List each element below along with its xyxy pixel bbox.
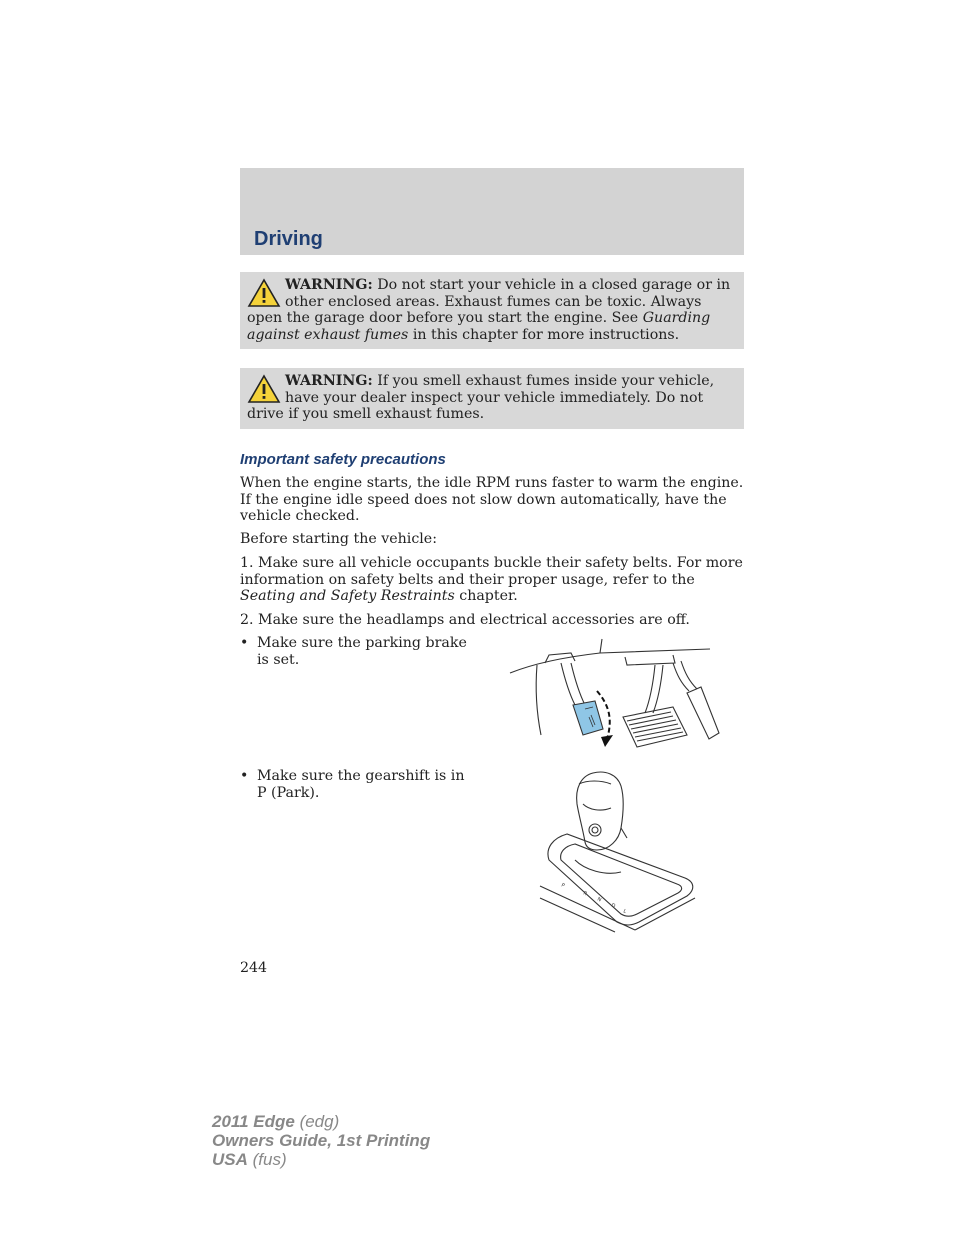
pedals-illustration — [505, 635, 725, 750]
footer-model-code: (edg) — [294, 1112, 340, 1131]
warning-text: If you smell exhaust fumes inside your vehicle, have your dealer inspect your vehicle immediately. Do not drive if you smell exhaust fumes. — [247, 373, 715, 423]
paragraph-idle-rpm: When the engine starts, the idle RPM runs faster to warm the engine. If the engine idle speed does not slow down automatically, have the vehicle checked. — [240, 475, 744, 524]
warning-text-end: in this chapter for more instructions. — [408, 326, 680, 343]
step-1-reference: Seating and Safety Restraints — [240, 588, 455, 604]
footer-line-3 — [212, 1150, 430, 1169]
gear-letter-p: P — [560, 882, 566, 890]
warning-text: Do not start your vehicle in a closed garage or in other enclosed areas. Exhaust fumes can be toxic. Always open the garage door before you start the engine. See — [247, 277, 731, 327]
page-number: 244 — [240, 960, 268, 976]
bullet-marker: • — [240, 768, 249, 784]
bullet-marker: • — [240, 635, 249, 651]
bullet-parking-brake — [240, 635, 475, 668]
footer-line-2 — [212, 1131, 430, 1150]
bullet-gearshift — [240, 768, 475, 801]
footer-model: 2011 Edge — [212, 1112, 295, 1131]
section-heading: Important safety precautions — [240, 451, 446, 468]
gear-letter-d: D — [610, 902, 617, 910]
warning-triangle-icon — [247, 373, 281, 405]
bullet-text: Make sure the gearshift is in P (Park). — [257, 768, 465, 801]
footer-line-1 — [212, 1112, 430, 1131]
warning-label: WARNING: — [285, 277, 373, 293]
step-1-text: 1. Make sure all vehicle occupants buckle their safety belts. For more information on safety belts and their proper usage, refer to the — [240, 555, 743, 588]
gear-letter-l: L — [622, 908, 628, 915]
paragraph-before-starting: Before starting the vehicle: — [240, 531, 437, 547]
gear-letter-r: R — [582, 890, 588, 898]
footer-market-code: (fus) — [247, 1150, 287, 1169]
document-footer — [212, 1112, 430, 1169]
gear-letter-n: N — [596, 896, 603, 904]
warning-box-exhaust — [240, 368, 744, 429]
section-title: Driving — [254, 228, 323, 250]
gearshift-illustration — [535, 768, 705, 938]
section-header-band — [240, 168, 744, 255]
footer-market: USA — [212, 1150, 248, 1169]
warning-triangle-icon — [247, 277, 281, 309]
step-2: 2. Make sure the headlamps and electrical accessories are off. — [240, 612, 690, 628]
parking-brake-pedal — [573, 701, 603, 735]
warning-reference: Guarding against exhaust fumes — [247, 310, 711, 343]
step-1 — [240, 555, 745, 605]
step-1-text-end: chapter. — [454, 588, 518, 604]
warning-box-garage — [240, 272, 744, 349]
footer-guide: Owners Guide, 1st Printing — [212, 1131, 431, 1150]
bullet-text: Make sure the parking brake is set. — [257, 635, 467, 668]
warning-label: WARNING: — [285, 373, 373, 389]
